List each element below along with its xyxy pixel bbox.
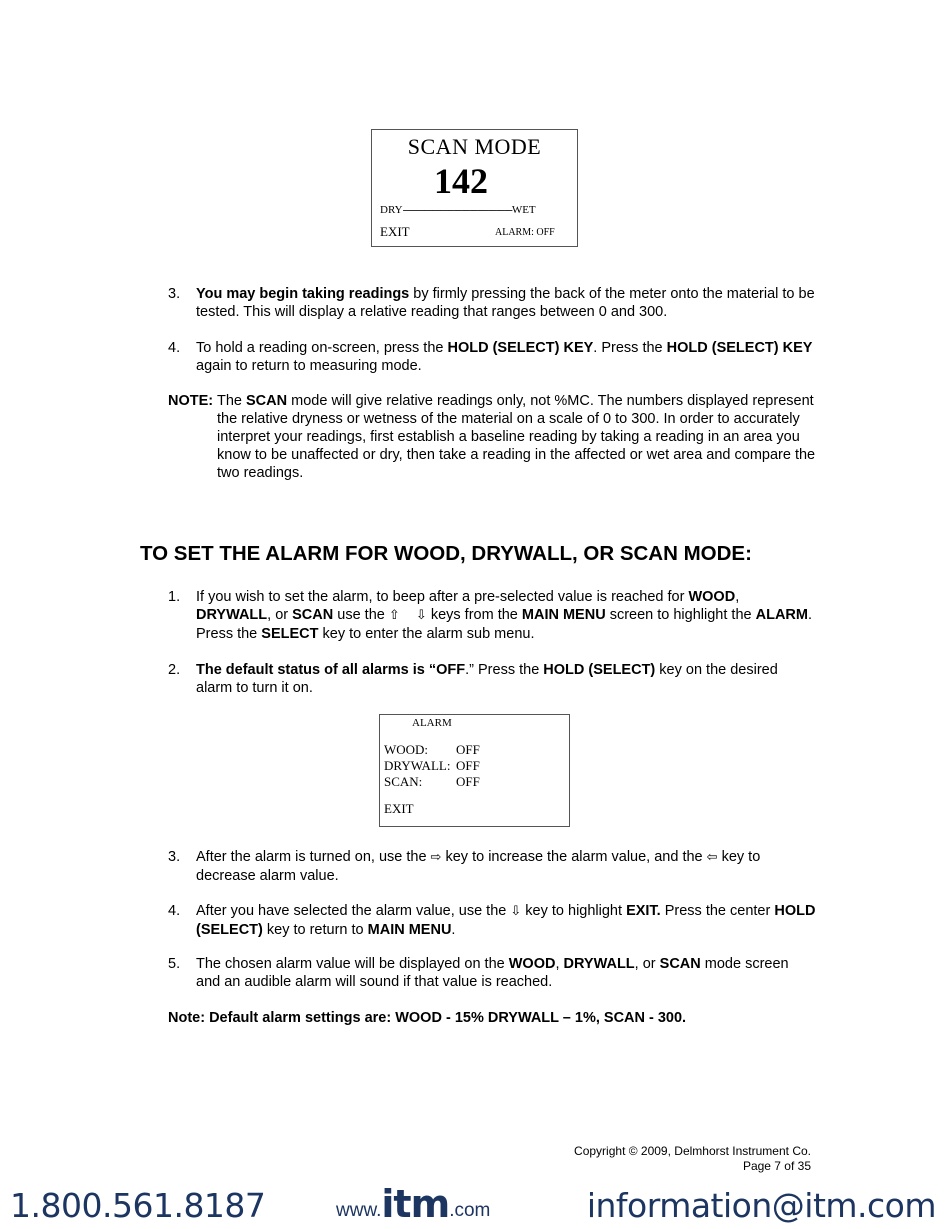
alarm-section-heading: TO SET THE ALARM FOR WOOD, DRYWALL, OR SCAN MODE: [140, 542, 752, 565]
alarm-row-scan: SCAN: OFF [384, 774, 480, 789]
note-label: NOTE: [168, 393, 214, 409]
alarm-row-wood: WOOD: OFF [384, 742, 480, 757]
scan-screen-alarm: ALARM: OFF [495, 227, 555, 238]
left-arrow-icon: ⇦ [706, 850, 718, 865]
default-alarm-note: Note: Default alarm settings are: WOOD - 15% DRYWALL – 1%, SCAN - 300. [168, 1010, 687, 1026]
copyright-block [574, 1144, 811, 1174]
scan-mode-screen [371, 129, 578, 247]
scan-screen-value: 142 [434, 161, 488, 201]
alarm-row-drywall: DRYWALL: OFF [384, 758, 480, 773]
phone-number[interactable]: 1.800.561.8187 [10, 1186, 266, 1225]
down-arrow-icon: ⇩ [510, 904, 522, 919]
alarm-screen-exit: EXIT [384, 801, 414, 816]
alarm-screen-title: ALARM [412, 717, 452, 729]
itm-logo: itm [381, 1182, 450, 1226]
page-number: Page 7 of 35 [742, 1159, 811, 1173]
alarm-menu-screen [379, 714, 570, 827]
email-link[interactable]: information@itm.com [586, 1186, 936, 1225]
footer-contact-bar [0, 1182, 950, 1229]
website-link[interactable]: www.itm.com [336, 1182, 491, 1226]
up-arrow-icon: ⇧ [388, 608, 400, 623]
copyright-text: Copyright © 2009, Delmhorst Instrument Co. [574, 1144, 811, 1158]
scan-screen-title: SCAN MODE [407, 134, 542, 159]
scan-screen-scale: DRY-----------------------------------------WET [380, 204, 536, 216]
scan-screen-exit: EXIT [380, 224, 410, 239]
down-arrow-icon: ⇩ [415, 608, 427, 623]
right-arrow-icon: ⇨ [430, 850, 442, 865]
